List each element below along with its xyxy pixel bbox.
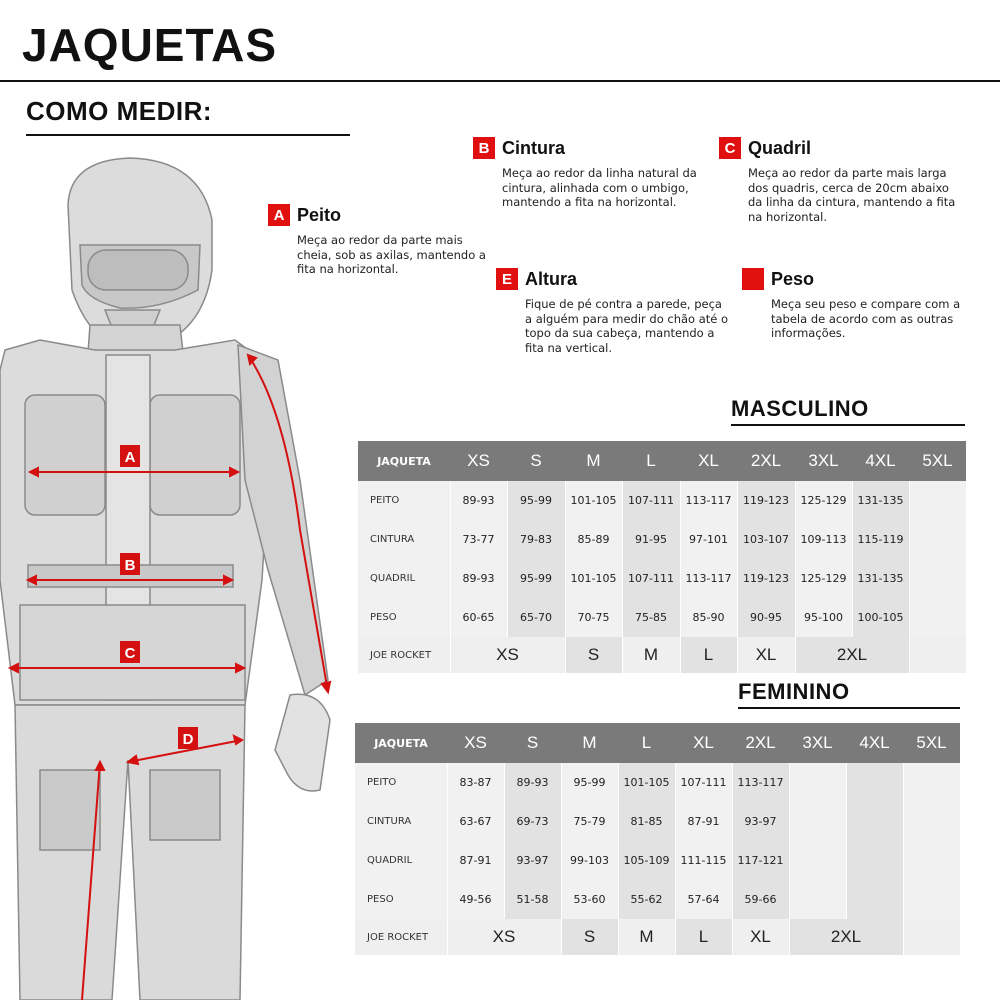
size-header: XS: [450, 441, 507, 481]
table-cell: 125-129: [795, 481, 852, 520]
table-row: [358, 598, 966, 637]
table-cell: 95-99: [507, 559, 565, 598]
table-row: [355, 880, 960, 919]
brand-size-cell: XL: [732, 919, 789, 955]
table-cell: 75-85: [622, 598, 680, 637]
table-cell: 117-121: [732, 841, 789, 880]
table-cell: 89-93: [450, 481, 507, 520]
subtitle-divider: [26, 134, 350, 136]
table-cell: 93-97: [732, 802, 789, 841]
table-cell: [903, 763, 960, 802]
row-label: PEITO: [358, 481, 450, 520]
row-label: JOE ROCKET: [358, 637, 450, 673]
table-label-divider: [738, 707, 960, 709]
size-header: L: [622, 441, 680, 481]
table-cell: 107-111: [622, 481, 680, 520]
table-cell: 95-99: [507, 481, 565, 520]
table-cell: 75-79: [561, 802, 618, 841]
size-header: L: [618, 723, 675, 763]
brand-size-cell: [903, 919, 960, 955]
table-cell: [789, 880, 846, 919]
measure-cintura: [473, 137, 713, 210]
size-header: M: [561, 723, 618, 763]
table-cell: 101-105: [565, 559, 622, 598]
measure-quadril: [719, 137, 959, 224]
brand-size-cell: M: [618, 919, 675, 955]
table-label-divider: [731, 424, 965, 426]
table-corner-label: JAQUETA: [358, 441, 450, 481]
size-header: 4XL: [846, 723, 903, 763]
table-cell: 90-95: [737, 598, 795, 637]
row-label: JOE ROCKET: [355, 919, 447, 955]
table-cell: 85-90: [680, 598, 737, 637]
table-cell: 59-66: [732, 880, 789, 919]
row-label: QUADRIL: [355, 841, 447, 880]
measure-letter-badge: A: [268, 204, 290, 226]
table-row: [358, 520, 966, 559]
size-header: 2XL: [737, 441, 795, 481]
table-cell: 65-70: [507, 598, 565, 637]
brand-size-cell: [909, 637, 966, 673]
table-cell: 91-95: [622, 520, 680, 559]
measure-title: Quadril: [748, 137, 812, 158]
page-title: JAQUETAS: [22, 19, 278, 71]
measure-title: Altura: [525, 268, 578, 289]
table-cell: [903, 802, 960, 841]
row-label: PESO: [358, 598, 450, 637]
brand-size-cell: L: [675, 919, 732, 955]
table-row: [355, 841, 960, 880]
size-header: S: [504, 723, 561, 763]
table-cell: 115-119: [852, 520, 909, 559]
measure-title: Cintura: [502, 137, 565, 158]
size-header: 5XL: [909, 441, 966, 481]
table-cell: 95-99: [561, 763, 618, 802]
size-header: 3XL: [789, 723, 846, 763]
table-cell: 113-117: [680, 559, 737, 598]
table-cell: 87-91: [675, 802, 732, 841]
row-label: PESO: [355, 880, 447, 919]
size-table-feminino: [355, 723, 961, 955]
size-header: 2XL: [732, 723, 789, 763]
table-cell: [909, 598, 966, 637]
table-cell: 125-129: [795, 559, 852, 598]
table-cell: 131-135: [852, 481, 909, 520]
table-cell: 119-123: [737, 559, 795, 598]
row-label: CINTURA: [358, 520, 450, 559]
table-cell: [789, 802, 846, 841]
table-cell: 69-73: [504, 802, 561, 841]
table-cell: 107-111: [675, 763, 732, 802]
row-label: QUADRIL: [358, 559, 450, 598]
table-cell: 105-109: [618, 841, 675, 880]
table-cell: 79-83: [507, 520, 565, 559]
measure-altura: [496, 268, 736, 355]
table-cell: [846, 880, 903, 919]
table-cell: 97-101: [680, 520, 737, 559]
measure-letter-badge: C: [719, 137, 741, 159]
table-cell: 99-103: [561, 841, 618, 880]
table-cell: 85-89: [565, 520, 622, 559]
brand-size-cell: 2XL: [795, 637, 909, 673]
table-cell: 83-87: [447, 763, 504, 802]
brand-size-row: [355, 919, 960, 955]
measure-description: Meça seu peso e compare com a tabela de acordo com as outras informações.: [771, 297, 961, 340]
measure-description: Fique de pé contra a parede, peça a alguém para medir do chão até o topo da sua cabeça, mantendo a fita na vertical.: [525, 297, 729, 355]
table-cell: 63-67: [447, 802, 504, 841]
brand-size-cell: 2XL: [789, 919, 903, 955]
row-label: PEITO: [355, 763, 447, 802]
table-cell: 101-105: [618, 763, 675, 802]
size-header: 3XL: [795, 441, 852, 481]
table-cell: 107-111: [622, 559, 680, 598]
measure-title: Peito: [297, 204, 342, 225]
jacket-figure-illustration: [0, 150, 340, 1000]
size-header: M: [565, 441, 622, 481]
table-cell: 131-135: [852, 559, 909, 598]
table-cell: 89-93: [504, 763, 561, 802]
table-cell: 55-62: [618, 880, 675, 919]
brand-size-cell: XL: [737, 637, 795, 673]
brand-size-cell: M: [622, 637, 680, 673]
measure-peito: [268, 204, 508, 277]
brand-size-cell: L: [680, 637, 737, 673]
size-header: XS: [447, 723, 504, 763]
table-cell: 57-64: [675, 880, 732, 919]
table-cell: [789, 763, 846, 802]
table-cell: 113-117: [732, 763, 789, 802]
table-cell: 81-85: [618, 802, 675, 841]
table-cell: 95-100: [795, 598, 852, 637]
brand-size-cell: S: [565, 637, 622, 673]
table-cell: 103-107: [737, 520, 795, 559]
table-header-row: [355, 723, 960, 763]
measure-letter-badge: B: [473, 137, 495, 159]
table-cell: 70-75: [565, 598, 622, 637]
measure-description: Meça ao redor da linha natural da cintura, alinhada com o umbigo, mantendo a fita na horizontal.: [502, 166, 697, 209]
table-row: [355, 763, 960, 802]
brand-size-cell: XS: [450, 637, 565, 673]
table-cell: 111-115: [675, 841, 732, 880]
table-cell: [909, 520, 966, 559]
table-cell: 113-117: [680, 481, 737, 520]
table-cell: 87-91: [447, 841, 504, 880]
measure-description: Meça ao redor da parte mais larga dos quadris, cerca de 20cm abaixo da linha da cintura, mantendo a fita na horizontal.: [748, 166, 956, 224]
table-cell: 109-113: [795, 520, 852, 559]
brand-size-cell: XS: [447, 919, 561, 955]
brand-size-cell: S: [561, 919, 618, 955]
marker-b-label: B: [124, 557, 136, 574]
table-label-masculino: MASCULINO: [731, 396, 869, 421]
table-cell: [909, 559, 966, 598]
marker-d-label: D: [182, 731, 194, 748]
table-cell: 60-65: [450, 598, 507, 637]
size-header: S: [507, 441, 565, 481]
size-table-masculino: [358, 441, 967, 673]
table-cell: 49-56: [447, 880, 504, 919]
table-cell: [846, 763, 903, 802]
table-cell: [846, 841, 903, 880]
table-cell: 51-58: [504, 880, 561, 919]
table-cell: 119-123: [737, 481, 795, 520]
table-cell: 89-93: [450, 559, 507, 598]
marker-c-label: C: [124, 645, 136, 662]
section-subtitle: COMO MEDIR:: [26, 96, 213, 126]
table-cell: 73-77: [450, 520, 507, 559]
marker-a-label: A: [124, 449, 136, 466]
row-label: CINTURA: [355, 802, 447, 841]
table-cell: [789, 841, 846, 880]
table-cell: 93-97: [504, 841, 561, 880]
brand-size-row: [358, 637, 966, 673]
table-cell: 100-105: [852, 598, 909, 637]
size-header: 5XL: [903, 723, 960, 763]
table-header-row: [358, 441, 966, 481]
size-header: 4XL: [852, 441, 909, 481]
table-cell: [903, 841, 960, 880]
size-header: XL: [680, 441, 737, 481]
size-header: XL: [675, 723, 732, 763]
table-cell: 53-60: [561, 880, 618, 919]
measure-title: Peso: [771, 268, 815, 289]
measure-letter-badge: [742, 268, 764, 290]
table-row: [358, 559, 966, 598]
table-cell: [903, 880, 960, 919]
table-corner-label: JAQUETA: [355, 723, 447, 763]
measure-peso: [742, 268, 982, 341]
table-cell: [846, 802, 903, 841]
table-cell: 101-105: [565, 481, 622, 520]
title-divider: [0, 80, 1000, 82]
table-row: [355, 802, 960, 841]
table-cell: [909, 481, 966, 520]
measure-description: Meça ao redor da parte mais cheia, sob as axilas, mantendo a fita na horizontal.: [297, 233, 486, 276]
table-row: [358, 481, 966, 520]
table-label-feminino: FEMININO: [738, 679, 850, 704]
measure-letter-badge: E: [496, 268, 518, 290]
